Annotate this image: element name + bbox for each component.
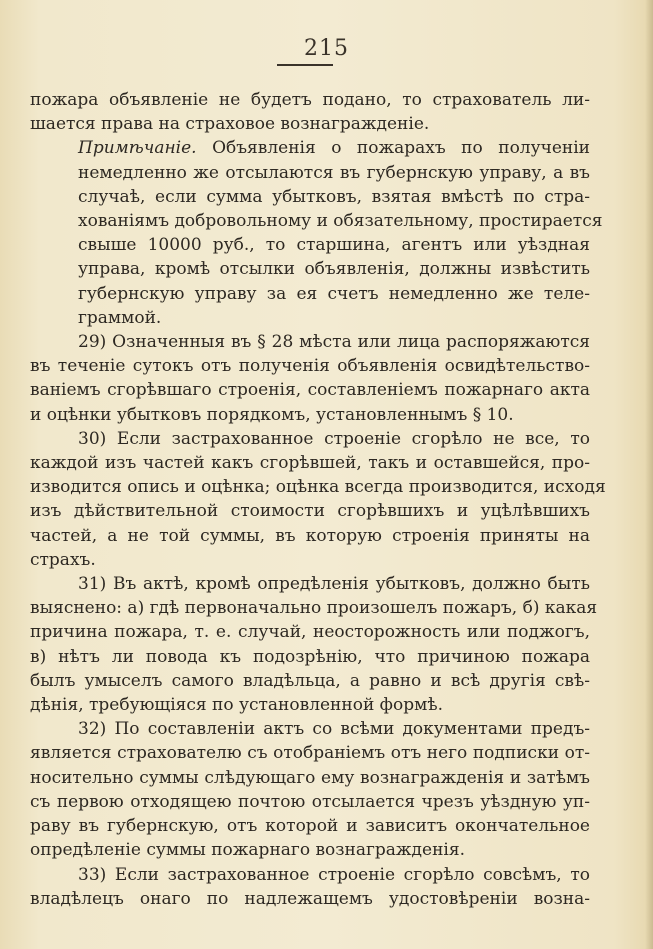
text-line: граммой. xyxy=(78,307,162,328)
text-line: пожара объявленіе не будетъ подано, то страхователь ли- xyxy=(30,90,590,110)
text-line: 29) Означенныя въ § 28 мѣста или лица распоряжаются xyxy=(78,332,590,353)
text-line: немедленно же отсылаются въ губернскую управу, а въ xyxy=(78,162,590,183)
text-line: изъ дѣйствительной стоимости сгорѣвшихъ и уцѣлѣвшихъ xyxy=(30,501,590,522)
paragraph-32 xyxy=(30,717,590,862)
page-number: 215 xyxy=(304,36,349,61)
text-line: губернскую управу за ея счетъ немедленно же теле- xyxy=(78,283,590,304)
note-heading: Примѣчаніе. xyxy=(78,138,197,159)
text-line: дѣнія, требующіяся по установленной формѣ. xyxy=(30,695,443,716)
paragraph-29 xyxy=(30,330,590,427)
text-line: въ теченіе сутокъ отъ полученія объявленія освидѣтельство- xyxy=(30,356,590,377)
text-line: владѣлецъ онаго по надлежащемъ удостовѣреніи возна- xyxy=(30,888,590,909)
text-line: ваніемъ сгорѣвшаго строенія, составленіемъ пожарнаго акта xyxy=(30,380,590,401)
text-line: страхъ. xyxy=(30,549,96,570)
text-line: каждой изъ частей какъ сгорѣвшей, такъ и оставшейся, про- xyxy=(30,453,590,474)
paragraph-33 xyxy=(30,863,590,911)
text-line: 30) Если застрахованное строеніе сгорѣло не все, то xyxy=(78,428,590,449)
paragraph-continuation xyxy=(30,88,590,136)
page-edge-shadow xyxy=(645,0,653,949)
text-line: причина пожара, т. е. случай, неосторожность или поджогъ, xyxy=(30,622,590,643)
text-line: 32) По составленіи актъ со всѣми документами предъ- xyxy=(78,719,590,740)
text-line: былъ умыселъ самого владѣльца, а равно и всѣ другія свѣ- xyxy=(30,670,590,691)
paragraph-31 xyxy=(30,572,598,717)
text-line: 33) Если застрахованное строеніе сгорѣло совсѣмъ, то xyxy=(78,864,590,885)
page-number-rule xyxy=(277,64,333,66)
text-line: съ первою отходящею почтою отсылается чрезъ уѣздную уп- xyxy=(30,791,590,812)
text-line: свыше 10000 руб., то старшина, агентъ или уѣздная xyxy=(78,235,590,256)
text-line: шается права на страховое вознагражденіе. xyxy=(30,114,430,135)
note-first-line xyxy=(78,136,590,160)
text-line: опредѣленіе суммы пожарнаго вознагражденія. xyxy=(30,840,465,861)
text-line: является страхователю съ отобраніемъ отъ него подписки от- xyxy=(30,743,590,764)
text-line: 31) Въ актѣ, кромѣ опредѣленія убытковъ, должно быть xyxy=(78,574,590,595)
text-line: хованіямъ добровольному и обязательному, простирается xyxy=(78,211,603,232)
text-line: выяснено: а) гдѣ первоначально произошелъ пожаръ, б) какая xyxy=(30,598,598,619)
paragraph-note xyxy=(30,136,603,330)
text-line: изводится опись и оцѣнка; оцѣнка всегда производится, исходя xyxy=(30,477,606,498)
text-line: частей, а не той суммы, въ которую строенія приняты на xyxy=(30,525,590,546)
text-line: случаѣ, если сумма убытковъ, взятая вмѣстѣ по стра- xyxy=(78,186,590,207)
text-line: в) нѣтъ ли повода къ подозрѣнію, что причиною пожара xyxy=(30,646,590,667)
paragraph-30 xyxy=(30,427,606,572)
body-text xyxy=(30,88,606,911)
text-line: управа, кромѣ отсылки объявленія, должны извѣстить xyxy=(78,259,590,280)
text-line: раву въ губернскую, отъ которой и зависитъ окончательное xyxy=(30,816,590,837)
text-line: носительно суммы слѣдующаго ему вознагражденія и затѣмъ xyxy=(30,767,590,788)
text-line: и оцѣнки убытковъ порядкомъ, установленнымъ § 10. xyxy=(30,404,514,425)
text-line: Объявленія о пожарахъ по полученіи xyxy=(212,138,591,159)
